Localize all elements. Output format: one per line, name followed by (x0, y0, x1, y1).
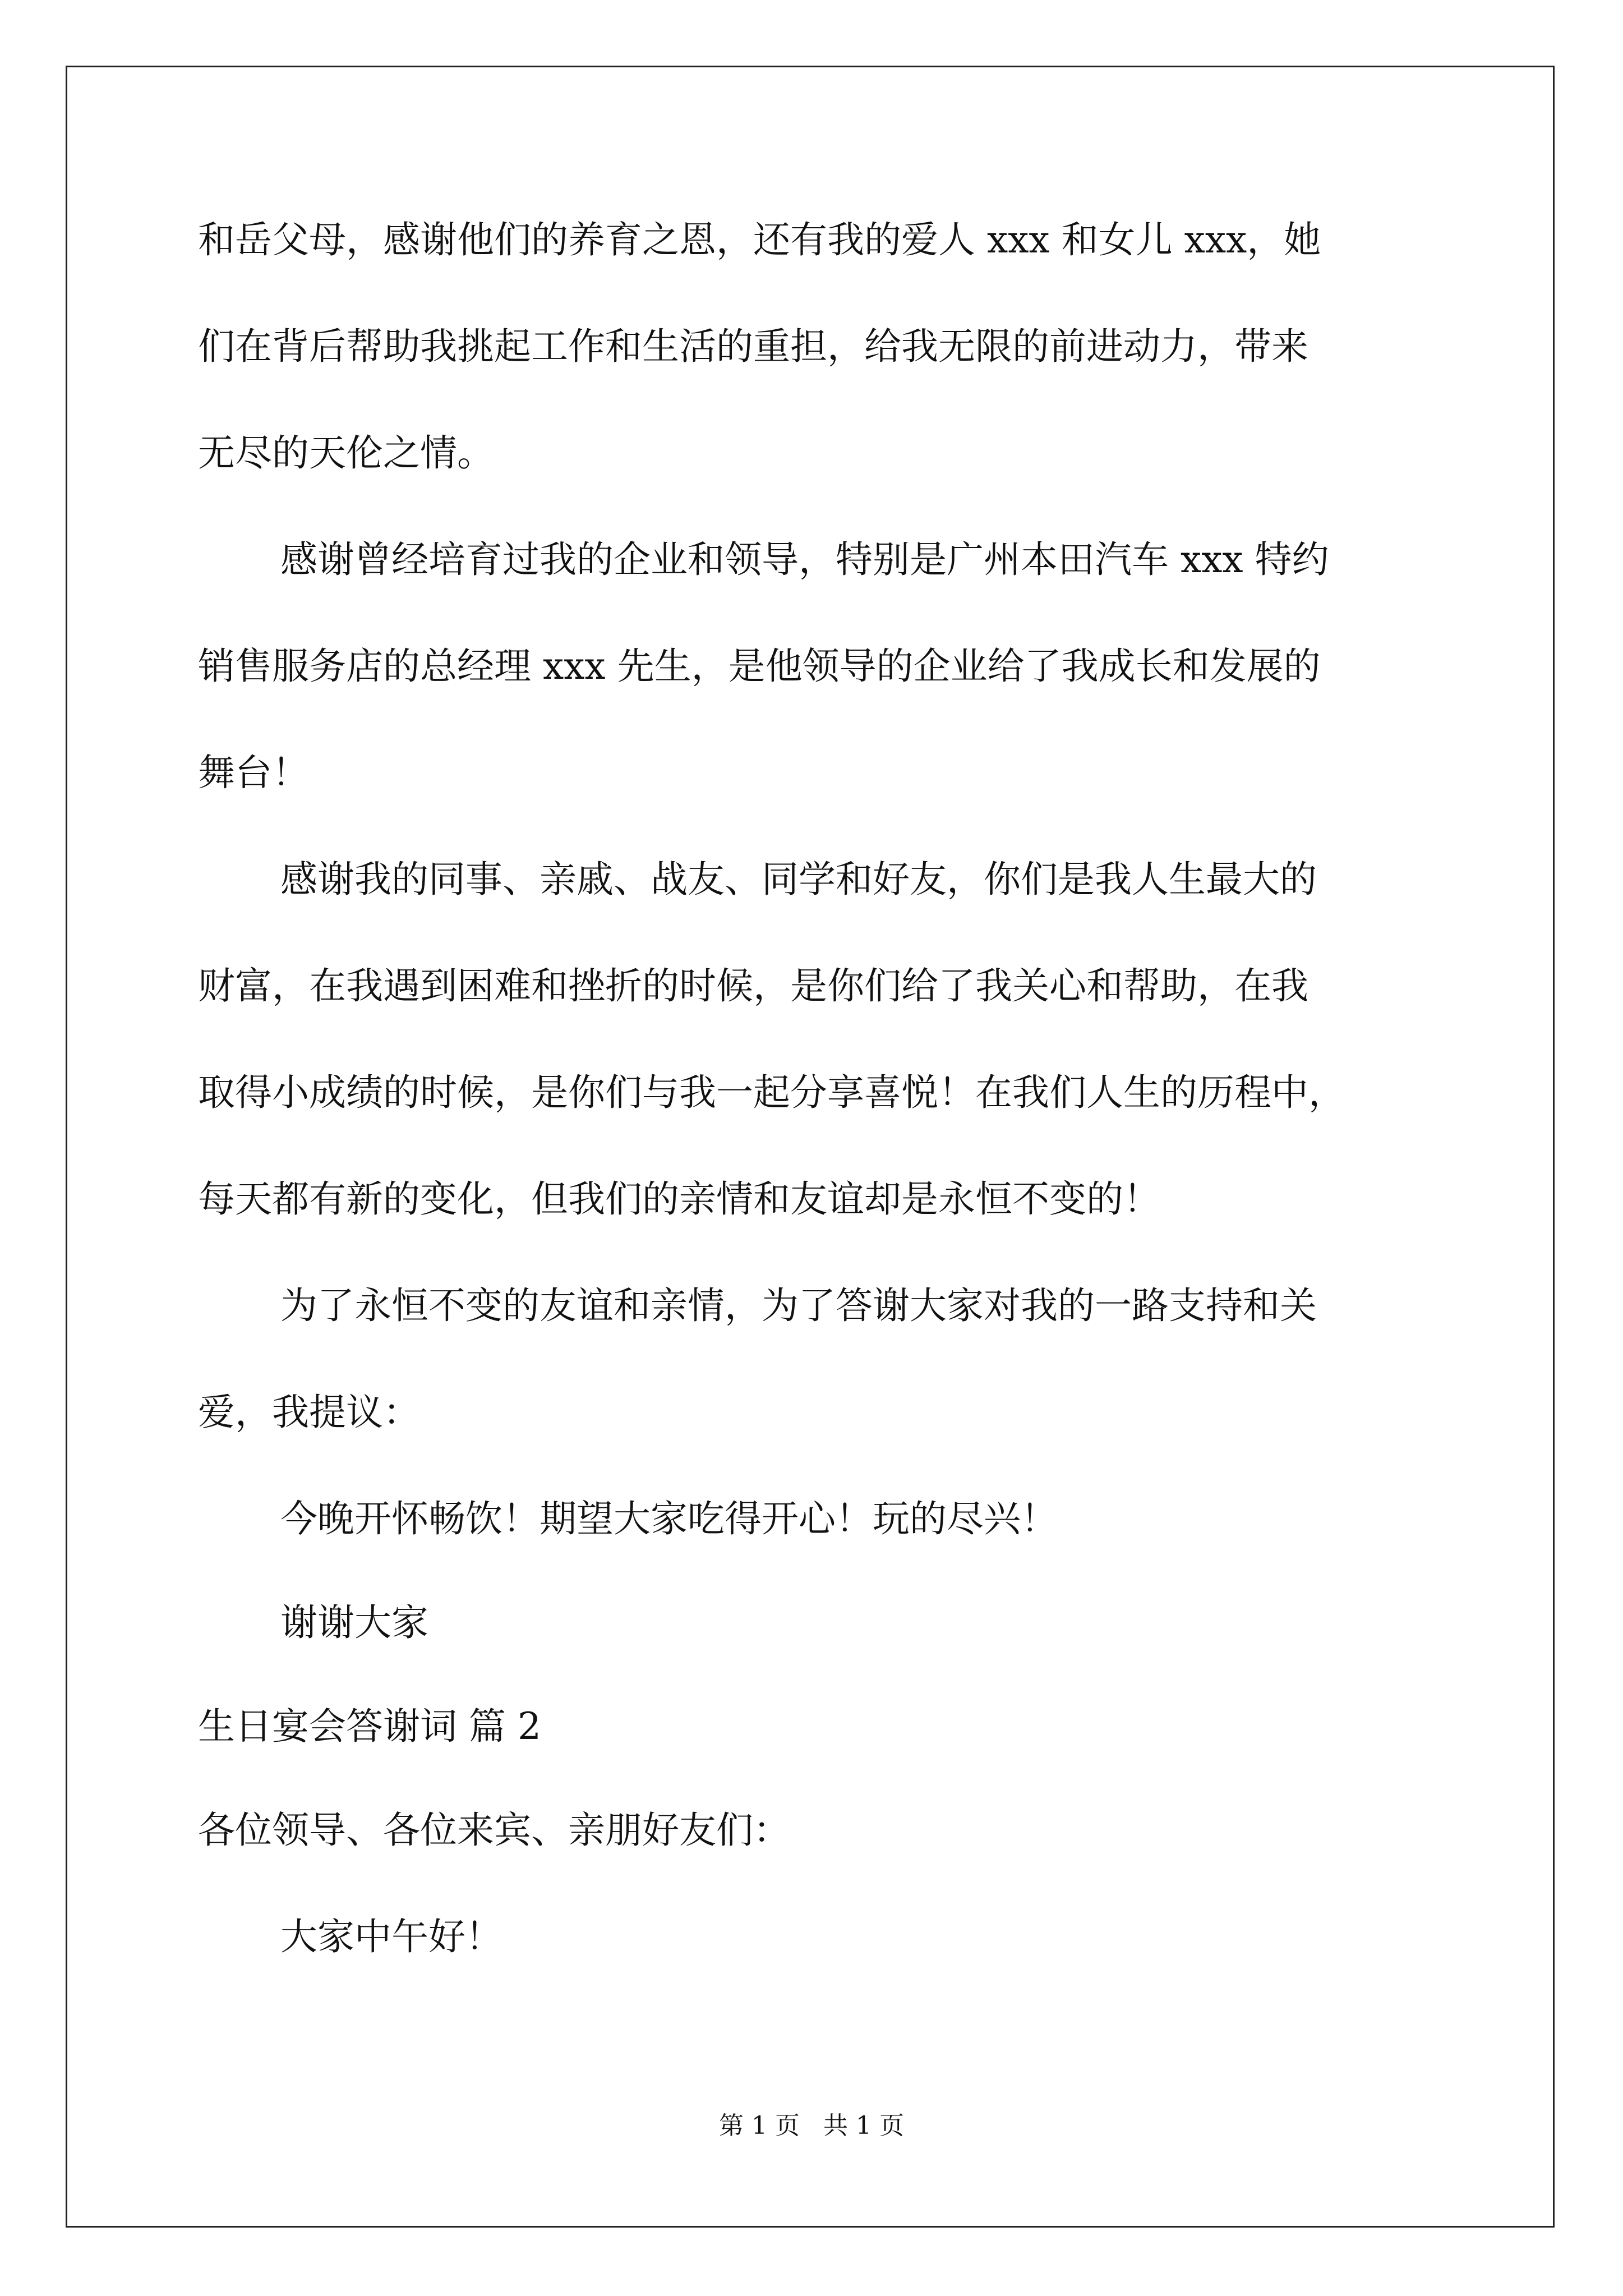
paragraph-line: 取得小成绩的时候，是你们与我一起分享喜悦！在我们人生的历程中， (198, 1071, 1345, 1114)
paragraph-line: 销售服务店的总经理 xxx 先生，是他领导的企业给了我成长和发展的 (198, 645, 1321, 688)
page-border (66, 66, 1555, 2228)
paragraph-line: 为了永恒不变的友谊和亲情，为了答谢大家对我的一路支持和关 (280, 1284, 1317, 1327)
paragraph-line: 无尽的天伦之情。 (198, 431, 494, 475)
paragraph-line: 今晚开怀畅饮！期望大家吃得开心！玩的尽兴！ (280, 1497, 1058, 1540)
salutation: 各位领导、各位来宾、亲朋好友们： (198, 1809, 790, 1852)
greeting: 大家中午好！ (280, 1915, 502, 1958)
paragraph-line: 感谢我的同事、亲戚、战友、同学和好友，你们是我人生最大的 (280, 858, 1317, 901)
page-footer: 第 1 页 共 1 页 (719, 2111, 904, 2140)
paragraph-line: 财富，在我遇到困难和挫折的时候，是你们给了我关心和帮助，在我 (198, 964, 1308, 1007)
paragraph-line: 每天都有新的变化，但我们的亲情和友谊却是永恒不变的！ (198, 1177, 1160, 1221)
paragraph-line: 们在背后帮助我挑起工作和生活的重担，给我无限的前进动力，带来 (198, 325, 1308, 368)
paragraph-line: 谢谢大家 (280, 1601, 428, 1644)
paragraph-line: 舞台！ (198, 751, 309, 794)
paragraph-line: 爱，我提议： (198, 1391, 420, 1434)
paragraph-line: 和岳父母，感谢他们的养育之恩，还有我的爱人 xxx 和女儿 xxx，她 (198, 218, 1321, 261)
paragraph-line: 感谢曾经培育过我的企业和领导，特别是广州本田汽车 xxx 特约 (280, 538, 1329, 581)
section-heading: 生日宴会答谢词 篇 2 (198, 1705, 541, 1748)
